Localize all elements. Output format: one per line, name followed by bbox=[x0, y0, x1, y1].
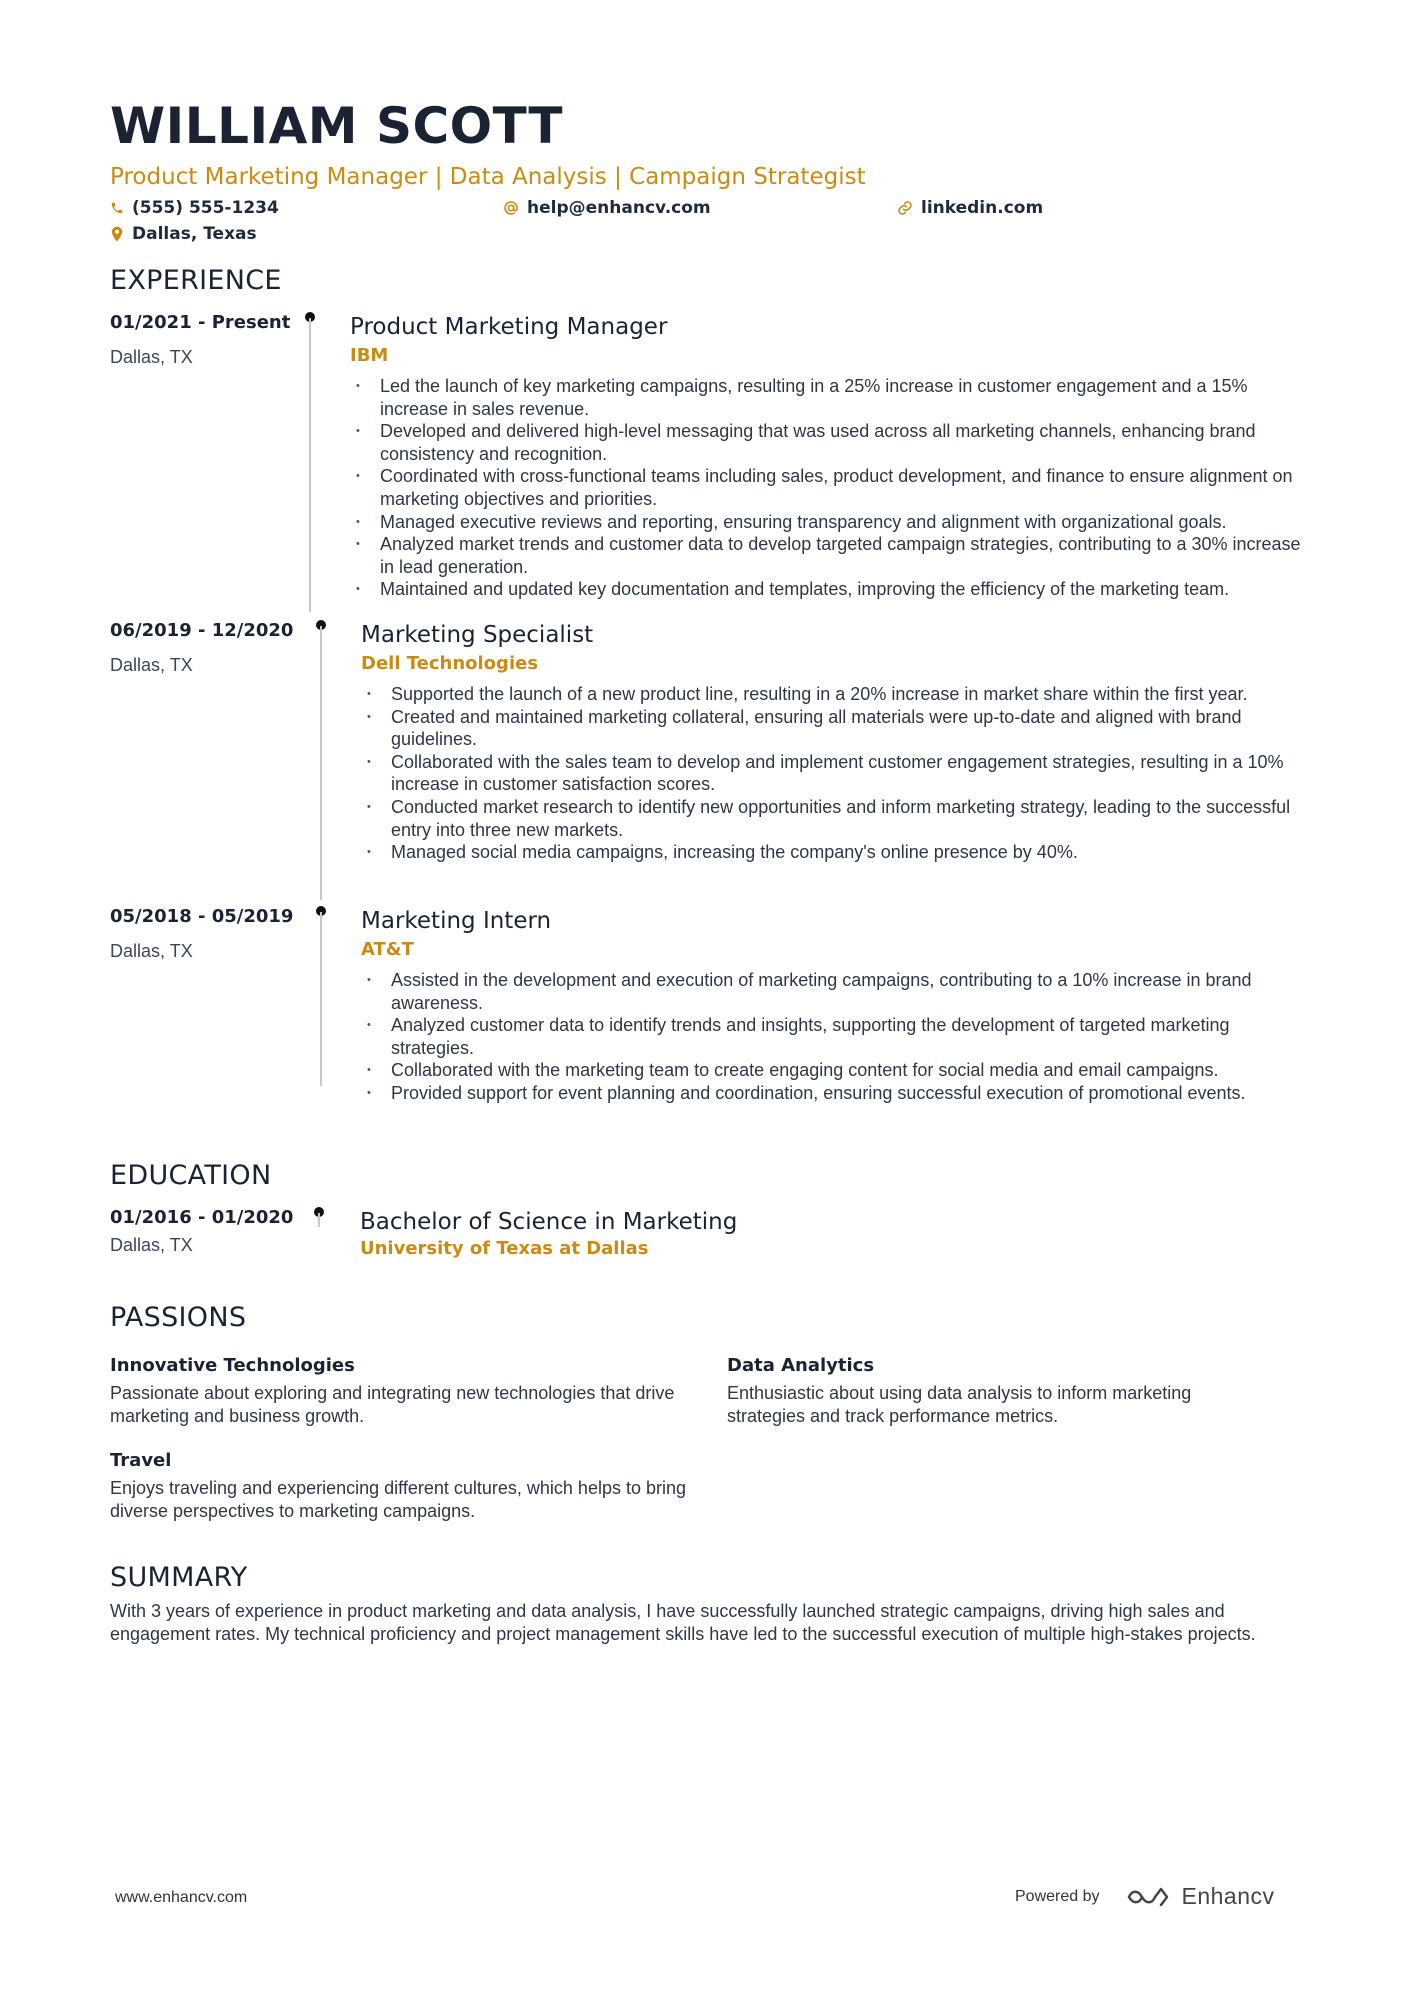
bullet-list bbox=[361, 683, 1305, 864]
passion-item bbox=[727, 1354, 1267, 1427]
location-text: Dallas, Texas bbox=[132, 224, 257, 244]
location-icon bbox=[110, 226, 124, 242]
experience-entry bbox=[110, 906, 1305, 1103]
passion-title: Travel bbox=[110, 1450, 172, 1471]
company-name: AT&T bbox=[361, 939, 414, 960]
bullet-item: • Developed and delivered high-level messaging that was used across all marketing channels, enhancing brand consistency and recognition. bbox=[350, 420, 1305, 465]
passion-item bbox=[110, 1449, 710, 1522]
bullet-item: • Analyzed market trends and customer data to develop targeted campaign strategies, contributing to a 30% increase in lead generation. bbox=[350, 533, 1305, 578]
bullet-list bbox=[350, 375, 1305, 601]
bullet-item: • Managed social media campaigns, increasing the company's online presence by 40%. bbox=[361, 841, 1305, 864]
job-title: Product Marketing Manager bbox=[350, 314, 668, 340]
timeline-line bbox=[309, 318, 311, 612]
bullet-item: • Coordinated with cross-functional teams including sales, product development, and finance to ensure alignment on marketing objectives and priorities. bbox=[350, 465, 1305, 510]
entry-location: Dallas, TX bbox=[110, 1235, 193, 1255]
candidate-name: WILLIAM SCOTT bbox=[110, 97, 564, 155]
bullet-item: • Collaborated with the marketing team to create engaging content for social media and email campaigns. bbox=[361, 1059, 1305, 1082]
contact-phone bbox=[110, 198, 279, 218]
experience-entry bbox=[110, 620, 1305, 900]
enhancv-logo-icon bbox=[1126, 1885, 1172, 1909]
bullet-item: • Maintained and updated key documentation and templates, improving the efficiency of the marketing team. bbox=[350, 578, 1305, 601]
experience-entry bbox=[110, 312, 1305, 612]
bullet-item: • Provided support for event planning and coordination, ensuring successful execution of promotional events. bbox=[361, 1082, 1305, 1105]
company-name: IBM bbox=[350, 345, 389, 366]
email-icon bbox=[503, 200, 519, 216]
experience-section-title: EXPERIENCE bbox=[110, 265, 282, 296]
school-name: University of Texas at Dallas bbox=[360, 1238, 649, 1259]
company-name: Dell Technologies bbox=[361, 653, 539, 674]
bullet-item: • Supported the launch of a new product line, resulting in a 20% increase in market share within the first year. bbox=[361, 683, 1305, 706]
summary-text: With 3 years of experience in product marketing and data analysis, I have successfully launched strategic campaigns, driving high sales and engagement rates. My technical proficiency and project management skills have led to the successful execution of multiple high-stakes projects. bbox=[110, 1601, 1256, 1644]
linkedin-text[interactable]: linkedin.com bbox=[921, 198, 1044, 218]
footer-website[interactable]: www.enhancv.com bbox=[115, 1889, 248, 1906]
bullet-item: • Managed executive reviews and reporting, ensuring transparency and alignment with organizational goals. bbox=[350, 511, 1305, 534]
bullet-list bbox=[361, 969, 1305, 1105]
resume-header bbox=[110, 96, 1300, 250]
timeline-line bbox=[318, 1213, 320, 1227]
passion-item bbox=[110, 1354, 710, 1427]
job-title: Marketing Specialist bbox=[361, 622, 594, 648]
phone-text: (555) 555-1234 bbox=[132, 198, 279, 218]
bullet-item: • Assisted in the development and execution of marketing campaigns, contributing to a 10% increase in brand awareness. bbox=[361, 969, 1305, 1014]
contact-row bbox=[110, 198, 1300, 224]
entry-date: 01/2021 - Present bbox=[110, 312, 291, 333]
entry-location: Dallas, TX bbox=[110, 347, 193, 367]
link-icon bbox=[897, 200, 913, 216]
contact-email[interactable] bbox=[503, 198, 711, 218]
bullet-item: • Analyzed customer data to identify trends and insights, supporting the development of targeted marketing strategies. bbox=[361, 1014, 1305, 1059]
degree-title: Bachelor of Science in Marketing bbox=[360, 1209, 738, 1235]
entry-date: 05/2018 - 05/2019 bbox=[110, 906, 294, 927]
headline: Product Marketing Manager | Data Analysis | Campaign Strategist bbox=[110, 164, 866, 190]
contact-linkedin[interactable] bbox=[897, 198, 1043, 218]
passion-description: Enthusiastic about using data analysis to inform marketing strategies and track performance metrics. bbox=[727, 1383, 1192, 1426]
entry-location: Dallas, TX bbox=[110, 655, 193, 675]
phone-icon bbox=[110, 201, 124, 215]
entry-body bbox=[360, 1207, 1260, 1261]
passions-section-title: PASSIONS bbox=[110, 1302, 247, 1333]
contact-location bbox=[110, 224, 257, 244]
entry-date: 01/2016 - 01/2020 bbox=[110, 1207, 294, 1228]
email-text[interactable]: help@enhancv.com bbox=[527, 198, 711, 218]
timeline-line bbox=[320, 912, 322, 1086]
passion-title: Innovative Technologies bbox=[110, 1355, 355, 1376]
entry-date: 06/2019 - 12/2020 bbox=[110, 620, 294, 641]
contact-row-2 bbox=[110, 224, 1300, 250]
footer-branding bbox=[1015, 1883, 1275, 1910]
bullet-item: • Collaborated with the sales team to develop and implement customer engagement strategies, resulting in a 10% increase in customer satisfaction scores. bbox=[361, 751, 1305, 796]
bullet-item: • Led the launch of key marketing campaigns, resulting in a 25% increase in customer engagement and a 15% increase in sales revenue. bbox=[350, 375, 1305, 420]
education-entry bbox=[110, 1207, 1305, 1267]
summary-section-title: SUMMARY bbox=[110, 1562, 248, 1593]
entry-body bbox=[361, 906, 1305, 1105]
brand-name: Enhancv bbox=[1181, 1883, 1275, 1909]
entry-body bbox=[361, 620, 1305, 864]
entry-location: Dallas, TX bbox=[110, 941, 193, 961]
job-title: Marketing Intern bbox=[361, 908, 552, 934]
passion-description: Enjoys traveling and experiencing different cultures, which helps to bring diverse perspectives to marketing campaigns. bbox=[110, 1478, 686, 1521]
education-section-title: EDUCATION bbox=[110, 1160, 272, 1191]
passion-title: Data Analytics bbox=[727, 1355, 875, 1376]
passion-description: Passionate about exploring and integrating new technologies that drive marketing and business growth. bbox=[110, 1383, 675, 1426]
timeline-line bbox=[320, 626, 322, 900]
bullet-item: • Conducted market research to identify new opportunities and inform marketing strategy, leading to the successful entry into three new markets. bbox=[361, 796, 1305, 841]
bullet-item: • Created and maintained marketing collateral, ensuring all materials were up-to-date and aligned with brand guidelines. bbox=[361, 706, 1305, 751]
entry-body bbox=[350, 312, 1305, 601]
powered-by-label: Powered by bbox=[1015, 1887, 1100, 1905]
